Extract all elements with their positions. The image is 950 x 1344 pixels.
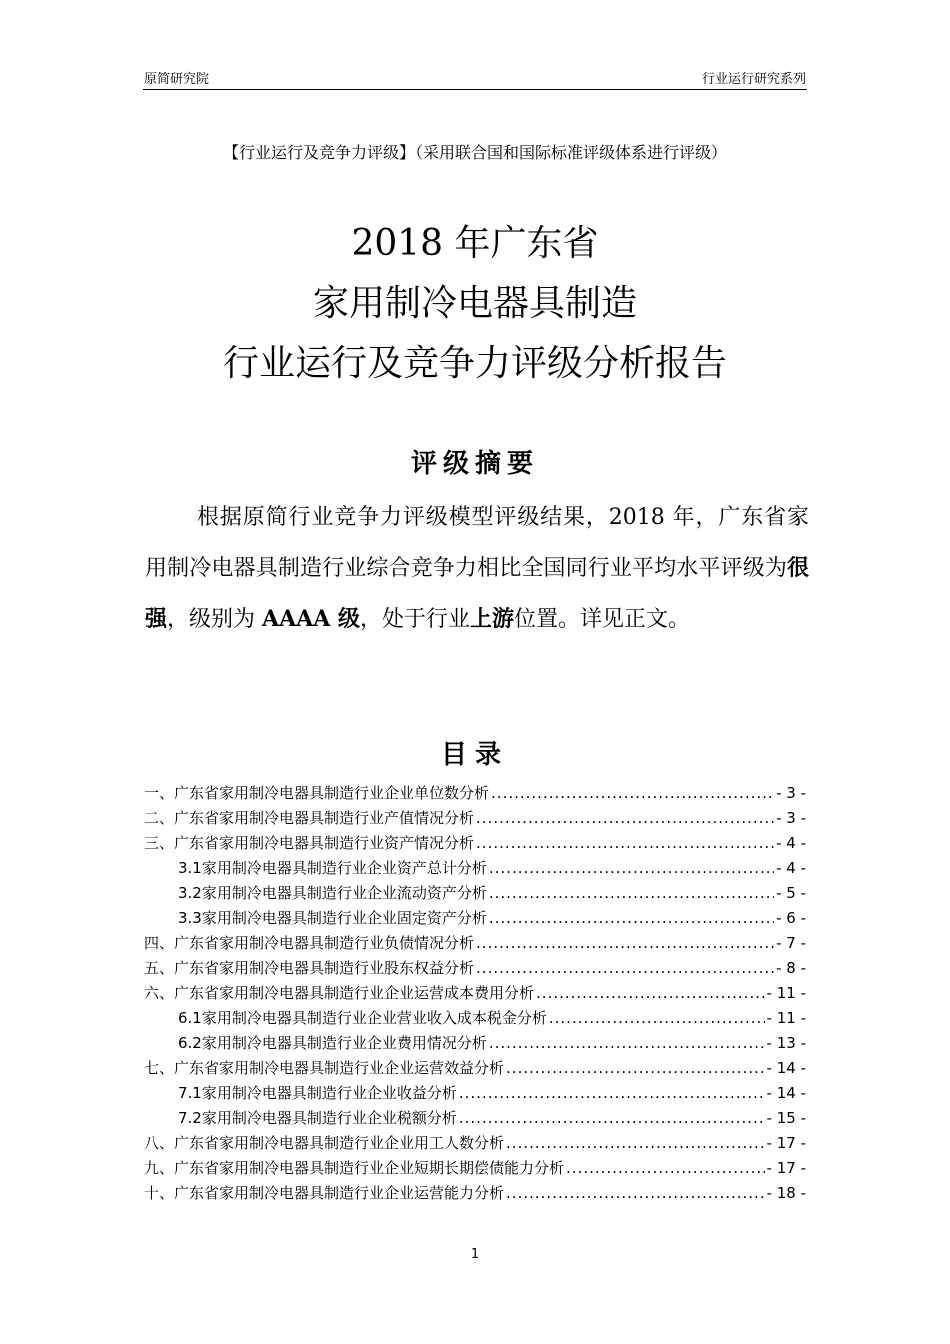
toc-dot-leader <box>476 831 774 856</box>
title-line-2: 家用制冷电器具制造 <box>312 283 637 324</box>
toc-dot-leader <box>489 881 774 906</box>
toc-entry-number: 五、 <box>144 959 175 977</box>
toc-entry-number: 一、 <box>144 784 175 802</box>
toc-entry-title: 广东省家用制冷电器具制造行业企业运营成本费用分析 <box>174 984 535 1002</box>
toc-entry-title: 家用制冷电器具制造行业企业资产总计分析 <box>201 859 487 877</box>
toc-entry-title: 广东省家用制冷电器具制造行业资产情况分析 <box>174 834 475 852</box>
toc-entry-page: - 3 - <box>776 784 806 802</box>
toc-entry-title: 家用制冷电器具制造行业企业费用情况分析 <box>201 1034 487 1052</box>
toc-dot-leader <box>549 1006 765 1031</box>
toc-entry-number: 四、 <box>144 934 175 952</box>
toc-entry-number: 6.2 <box>178 1034 202 1052</box>
toc-entry-page: - 11 - <box>766 1009 806 1027</box>
toc-entry[interactable] <box>144 1056 806 1081</box>
title-line-1: 2018 年广东省 <box>351 223 599 264</box>
toc-entry[interactable] <box>144 981 806 1006</box>
toc-entry[interactable] <box>144 956 806 981</box>
summary-heading: 评级摘要 <box>410 449 539 479</box>
toc-dot-leader <box>491 781 774 806</box>
toc-entry-page: - 17 - <box>766 1134 806 1152</box>
toc-entry-number: 六、 <box>144 984 175 1002</box>
toc-entry-page: - 4 - <box>776 859 806 877</box>
toc-entry-title: 广东省家用制冷电器具制造行业企业运营能力分析 <box>174 1184 505 1202</box>
toc-entry-title: 广东省家用制冷电器具制造行业企业短期长期偿债能力分析 <box>174 1159 565 1177</box>
toc-entry-page: - 14 - <box>766 1084 806 1102</box>
toc-subentry[interactable] <box>144 881 806 906</box>
toc-entry-number: 7.2 <box>178 1109 202 1127</box>
rating-tagline: 【行业运行及竞争力评级】（采用联合国和国际标准评级体系进行评级） <box>222 143 727 162</box>
toc-entry-number: 九、 <box>144 1159 175 1177</box>
toc-dot-leader <box>476 931 774 956</box>
page-number: 1 <box>470 1247 480 1262</box>
toc-entry-title: 广东省家用制冷电器具制造行业企业单位数分析 <box>174 784 490 802</box>
toc-subentry[interactable] <box>144 856 806 881</box>
toc-subentry[interactable] <box>144 1106 806 1131</box>
toc-subentry[interactable] <box>144 1006 806 1031</box>
summary-paragraph <box>145 492 809 645</box>
toc-entry-number: 八、 <box>144 1134 175 1152</box>
summary-text-1: 根据原简行业竞争力评级模型评级结果，2018 年，广东省家用制冷电器具制造行业综合竞争力相比全国同行业平均水平评级为 <box>145 505 809 581</box>
toc-entry-number: 三、 <box>144 834 175 852</box>
summary-grade: AAAA 级 <box>262 606 360 632</box>
toc-entry-page: - 13 - <box>766 1034 806 1052</box>
header-divider <box>143 89 807 90</box>
toc-entry-title: 广东省家用制冷电器具制造行业企业运营效益分析 <box>174 1059 505 1077</box>
toc-entry-title: 家用制冷电器具制造行业企业税额分析 <box>201 1109 457 1127</box>
toc-entry-number: 3.1 <box>178 859 202 877</box>
summary-position: 上游 <box>469 606 514 632</box>
toc-subentry[interactable] <box>144 1031 806 1056</box>
toc-entry-number: 3.2 <box>178 884 202 902</box>
toc-entry[interactable] <box>144 806 806 831</box>
toc-entry-page: - 5 - <box>776 884 806 902</box>
title-line-3: 行业运行及竞争力评级分析报告 <box>222 343 727 384</box>
toc-entry-page: - 11 - <box>766 984 806 1002</box>
toc-dot-leader <box>506 1181 765 1206</box>
toc-entry-title: 家用制冷电器具制造行业企业收益分析 <box>201 1084 457 1102</box>
toc-entry[interactable] <box>144 781 806 806</box>
toc-entry-number: 十、 <box>144 1184 175 1202</box>
toc-entry[interactable] <box>144 1181 806 1206</box>
summary-text-2: ，级别为 <box>167 607 263 632</box>
toc-entry-title: 家用制冷电器具制造行业企业固定资产分析 <box>201 909 487 927</box>
toc-entry-number: 七、 <box>144 1059 175 1077</box>
toc-entry-number: 6.1 <box>178 1009 202 1027</box>
toc-dot-leader <box>506 1056 765 1081</box>
toc-entry-title: 广东省家用制冷电器具制造行业企业用工人数分析 <box>174 1134 505 1152</box>
toc-entry[interactable] <box>144 831 806 856</box>
toc-dot-leader <box>476 956 774 981</box>
toc-entry-title: 家用制冷电器具制造行业企业营业收入成本税金分析 <box>201 1009 547 1027</box>
toc-entry-number: 7.1 <box>178 1084 202 1102</box>
toc-subentry[interactable] <box>144 906 806 931</box>
toc-entry-page: - 17 - <box>766 1159 806 1177</box>
toc-entry[interactable] <box>144 931 806 956</box>
toc-entry[interactable] <box>144 1156 806 1181</box>
toc-heading: 目录 <box>440 740 509 770</box>
toc-dot-leader <box>489 906 774 931</box>
toc-dot-leader <box>459 1081 765 1106</box>
toc-dot-leader <box>459 1106 765 1131</box>
toc-entry-title: 广东省家用制冷电器具制造行业产值情况分析 <box>174 809 475 827</box>
toc-dot-leader <box>506 1131 765 1156</box>
toc-entry-title: 家用制冷电器具制造行业企业流动资产分析 <box>201 884 487 902</box>
toc-dot-leader <box>536 981 765 1006</box>
toc-entry-page: - 18 - <box>766 1184 806 1202</box>
toc-dot-leader <box>489 856 774 881</box>
header-left-text: 原简研究院 <box>144 72 210 87</box>
toc-subentry[interactable] <box>144 1081 806 1106</box>
toc-entry-number: 二、 <box>144 809 175 827</box>
toc-dot-leader <box>476 806 774 831</box>
toc-entry-title: 广东省家用制冷电器具制造行业负债情况分析 <box>174 934 475 952</box>
summary-text-3: ，处于行业 <box>359 607 470 632</box>
toc-entry-page: - 7 - <box>776 934 806 952</box>
toc-dot-leader <box>566 1156 765 1181</box>
report-title <box>0 214 950 394</box>
table-of-contents <box>144 781 806 1206</box>
toc-entry-number: 3.3 <box>178 909 202 927</box>
toc-entry-page: - 14 - <box>766 1059 806 1077</box>
toc-entry-page: - 4 - <box>776 834 806 852</box>
toc-entry-title: 广东省家用制冷电器具制造行业股东权益分析 <box>174 959 475 977</box>
toc-entry[interactable] <box>144 1131 806 1156</box>
summary-rating: 很强 <box>145 555 809 632</box>
toc-entry-page: - 6 - <box>776 909 806 927</box>
toc-entry-page: - 15 - <box>766 1109 806 1127</box>
header-right-text: 行业运行研究系列 <box>701 72 806 87</box>
toc-dot-leader <box>489 1031 765 1056</box>
summary-text-4: 位置。详见正文。 <box>513 607 690 632</box>
toc-entry-page: - 8 - <box>776 959 806 977</box>
toc-entry-page: - 3 - <box>776 809 806 827</box>
